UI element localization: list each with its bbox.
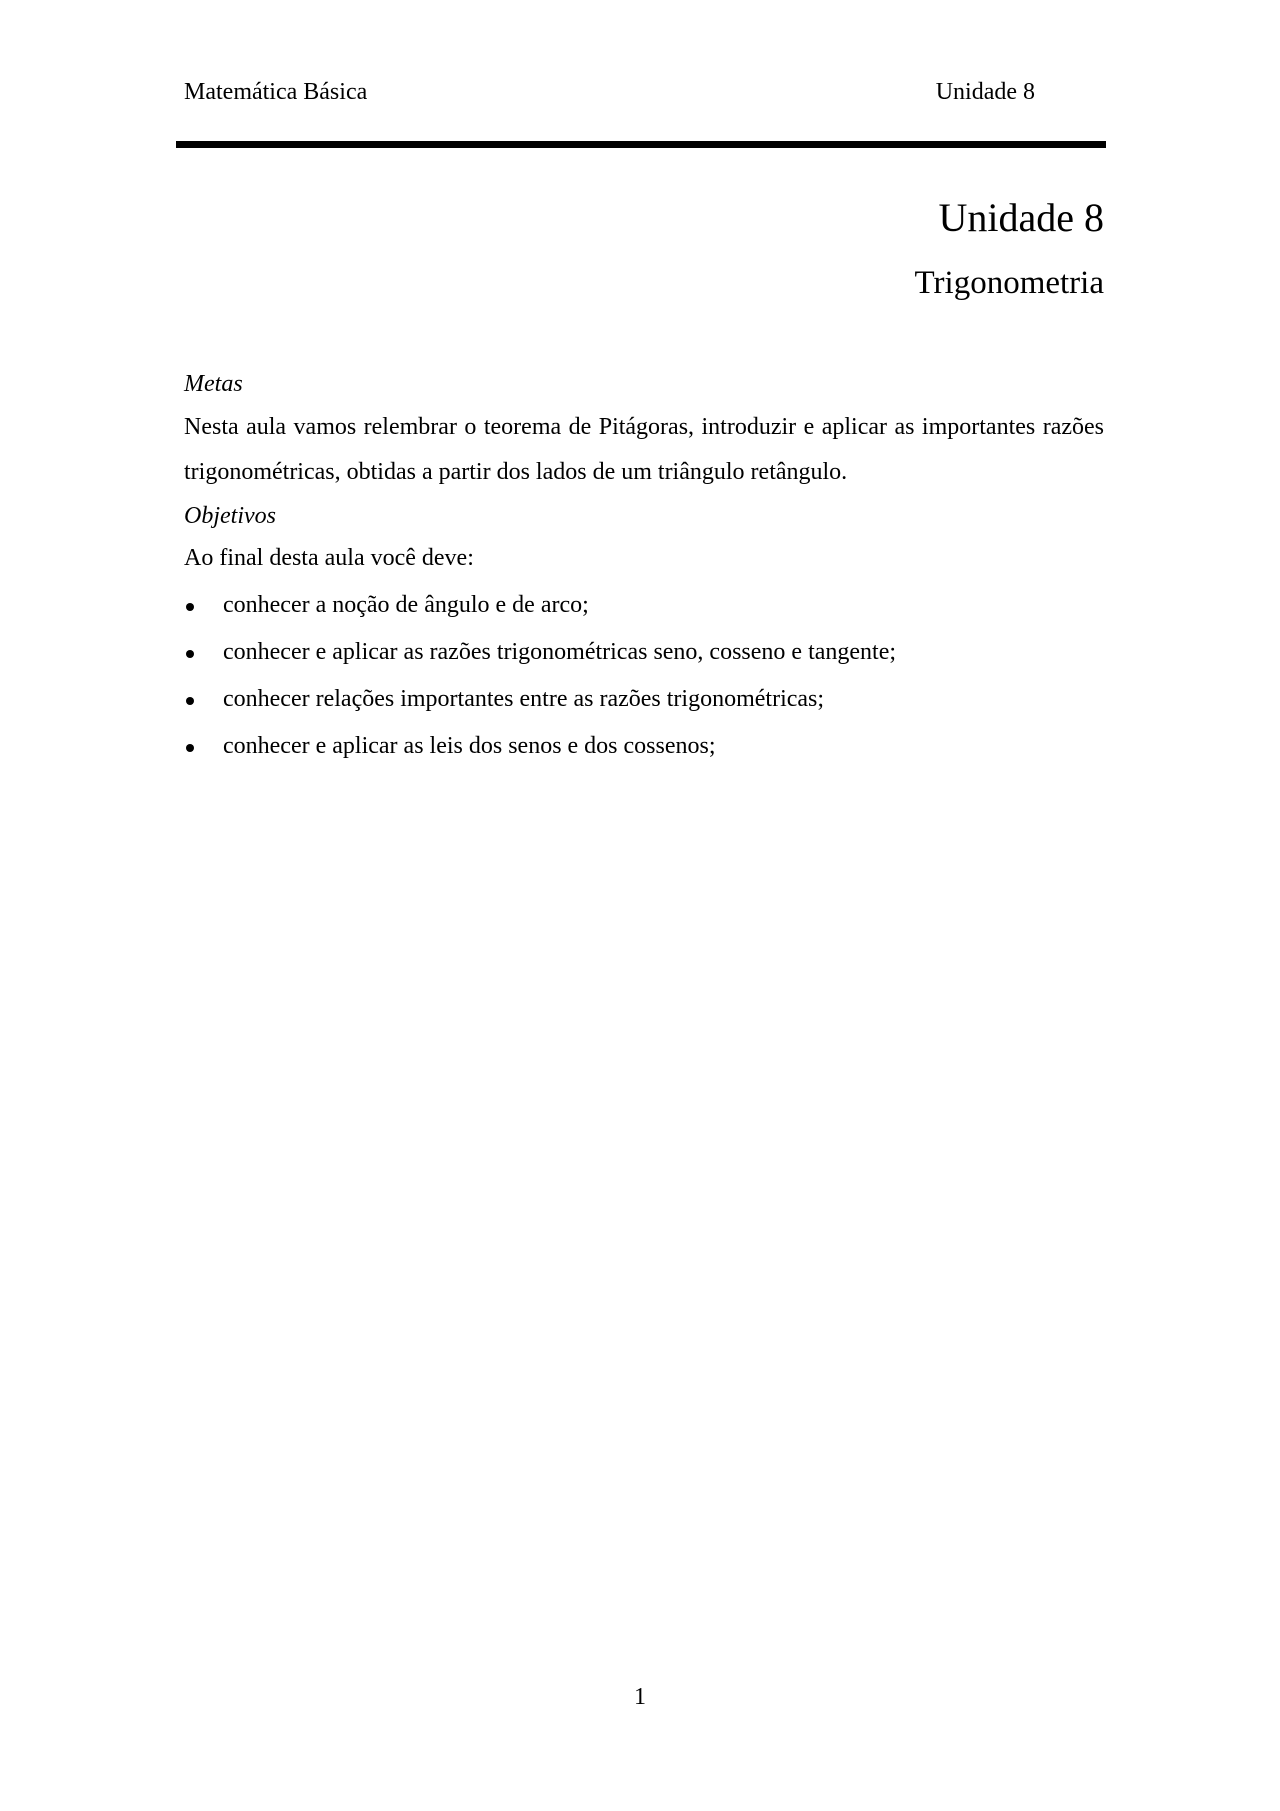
bullet-icon — [186, 744, 194, 752]
header-unit-label: Unidade 8 — [935, 78, 1035, 105]
objetivos-heading: Objetivos — [184, 503, 276, 529]
objective-text: conhecer relações importantes entre as razões trigonométricas; — [223, 686, 825, 712]
page-content — [184, 363, 1104, 770]
unit-title: Unidade 8 — [938, 195, 1104, 240]
bullet-icon — [186, 603, 194, 611]
metas-paragraph: Nesta aula vamos relembrar o teorema de Pitágoras, introduzir e aplicar as importantes razões trigonométricas, obtidas a partir dos lados de um triângulo retângulo. — [184, 414, 1104, 485]
objective-text: conhecer a noção de ângulo e de arco; — [223, 592, 589, 618]
metas-heading: Metas — [184, 371, 243, 397]
objetivos-intro: Ao final desta aula você deve: — [184, 545, 474, 571]
page-header — [184, 74, 1035, 110]
list-item — [184, 629, 1104, 676]
list-item — [184, 582, 1104, 629]
bullet-icon — [186, 650, 194, 658]
objective-text: conhecer e aplicar as leis dos senos e dos cossenos; — [223, 733, 716, 759]
page-number: 1 — [634, 1684, 646, 1710]
header-divider — [176, 141, 1106, 148]
objective-text: conhecer e aplicar as razões trigonométricas seno, cosseno e tangente; — [223, 639, 897, 665]
header-course-title: Matemática Básica — [184, 78, 368, 105]
bullet-icon — [186, 697, 194, 705]
unit-subject: Trigonometria — [914, 265, 1104, 301]
list-item — [184, 723, 1104, 770]
objectives-list — [184, 582, 1104, 770]
list-item — [184, 676, 1104, 723]
